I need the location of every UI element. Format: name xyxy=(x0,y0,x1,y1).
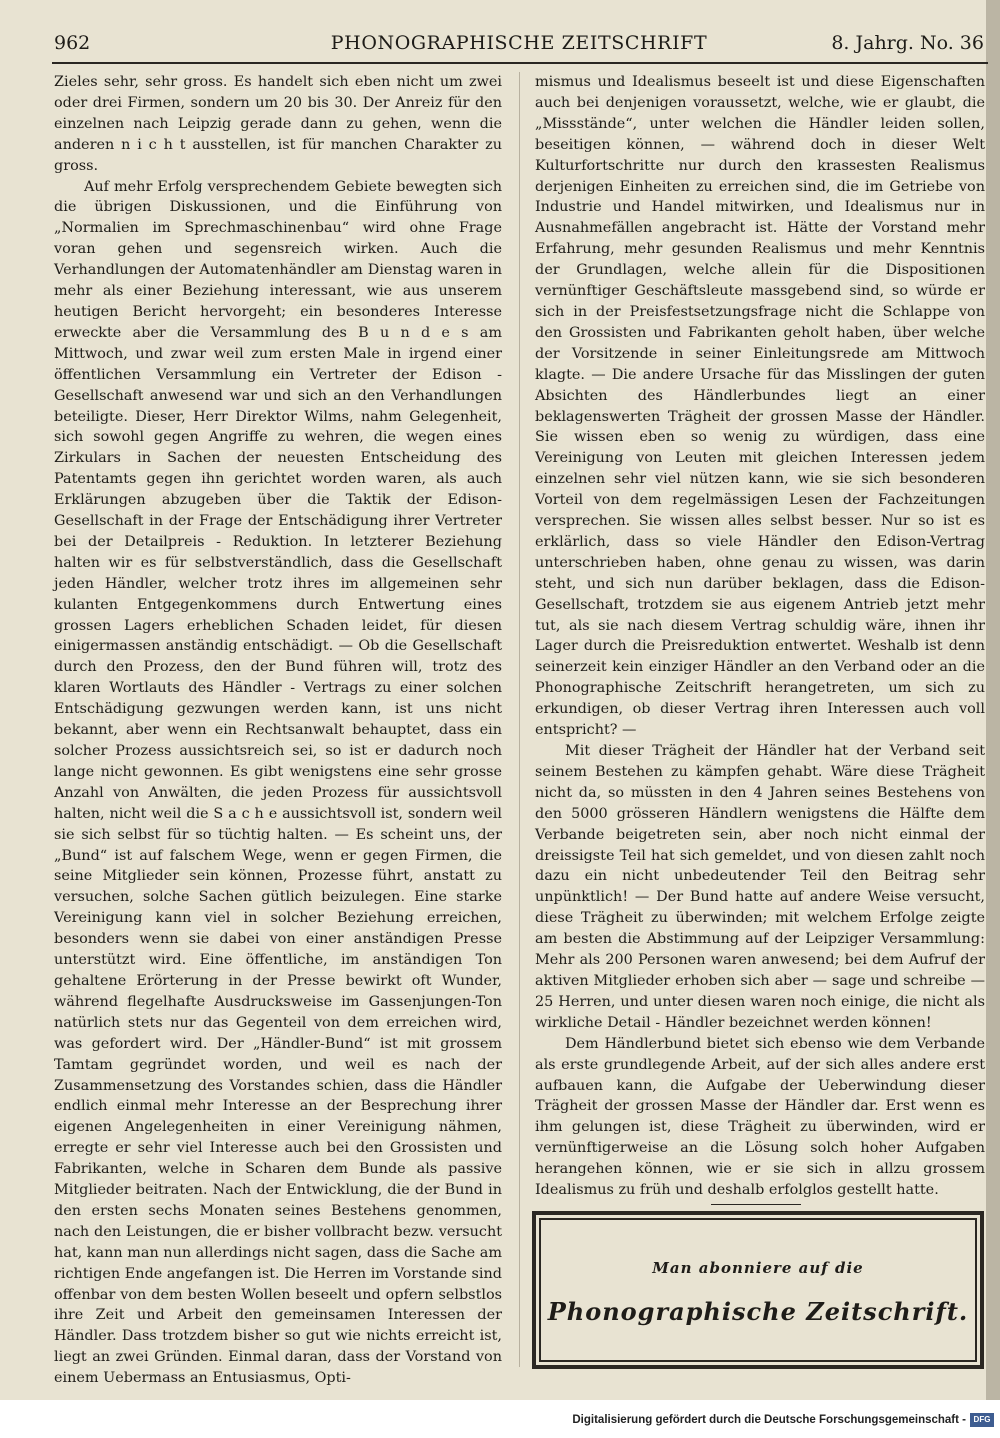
journal-title: PHONOGRAPHISCHE ZEITSCHRIFT xyxy=(330,32,708,54)
column-divider xyxy=(519,72,520,1367)
paragraph: mismus und Idealismus beseelt ist und diese Eigenschaften auch bei denjenigen voraussetzt, welche, wie er glaubt, die „Missstände“, unter welchen die Händler leiden sollen, beseitigen können, — während doch in dieser Welt Kulturfortschritte nur durch den krassesten Realismus derjenigen Einheiten zu erreichen sind, die im Getriebe von Industrie und Handel mitwirken, und Idealismus nur in Ausnahmefällen angebracht ist. Hätte der Vorstand mehr Erfahrung, mehr gesunden Realismus und mehr Kenntnis der Grundlagen, welche allein für die Dispositionen vernünftiger Geschäftsleute massgebend sind, so würde er sich in der Preisfestsetzungsfrage nicht die Schlappe von den Grossisten und Fabrikanten geholt haben, über welche der Vorsitzende in seiner Einleitungsrede am Mittwoch klagte. — Die andere Ursache für das Misslingen der guten Absichten des Händlerbundes liegt an einer beklagenswerten Trägheit der grossen Masse der Händler. Sie wissen eben so wenig zu würdigen, dass eine Vereinigung von Leuten mit gleichen Interessen jedem einzelnen sehr viel nützen kann, wie sie sich besonderen Vorteil von dem regelmässigen Lesen der Fachzeitungen versprechen. Sie wissen alles selbst besser. Nur so ist es erklärlich, dass so viele Händler den Edison-Vertrag unterschrieben haben, ohne genau zu wissen, was darin steht, und sich nun darüber beklagen, dass die Edison-Gesellschaft, trotzdem sie aus eigenem Antrieb jetzt mehr tut, als sie nach diesem Vertrag schuldig wäre, ihnen ihr Lager durch die Preisreduktion entwertet. Weshalb ist denn seinerzeit kein einziger Händler an den Verband oder an die Phonographische Zeitschrift herangetreten, um sich zu erkundigen, ob dieser Vertrag ihren Interessen auch voll entspricht? — xyxy=(535,74,985,739)
dfg-logo: DFG xyxy=(970,1413,994,1427)
paragraph: Auf mehr Erfolg versprechendem Gebiete bewegten sich die übrigen Diskussionen, und die Einführung von „Normalien im Sprechmaschinenbau“ wird ohne Frage voran gehen und segensreich wirken. Auch die Verhandlungen der Automatenhändler am Dienstag waren in mehr als einer Beziehung interessant, wie aus unserem heutigen Bericht hervorgeht; ein besonderes Interesse erweckte aber die Versammlung des B u n d e s am Mittwoch, und zwar weil zum ersten Male in irgend einer öffentlichen Versammlung ein Vertreter der Edison - Gesellschaft anwesend war und sich an den Verhandlungen beteiligte. Dieser, Herr Direktor Wilms, nahm Gelegenheit, sich sowohl gegen Angriffe zu wehren, die wegen eines Zirkulars in Sachen der neuesten Entscheidung des Patentamts gegen ihn gerichtet worden waren, als auch Erklärungen abzugeben über die Taktik der Edison-Gesellschaft in der Frage der Entschädigung ihrer Vertreter bei der Detailpreis - Reduktion. In letzterer Beziehung halten wir es für selbstverständlich, dass die Gesellschaft jeden Händler, welcher trotz ihres im allgemeinen sehr kulanten Entgegenkommens durch Entwertung eines grossen Lagers erheblichen Schaden leidet, für diesen einigermassen anständig entschädigt. — Ob die Gesellschaft durch den Prozess, den der Bund führen will, trotz des klaren Wortlauts des Händler - Vertrags zu einer solchen Entschädigung gezwungen werden kann, ist uns nicht bekannt, aber wenn ein Rechtsanwalt behauptet, dass ein solcher Prozess aussichtsreich sei, so ist er dadurch noch lange nicht gewonnen. Es gibt wenigstens eine sehr grosse Anzahl von Anwälten, die jeden Prozess für aussichtsvoll halten, nicht weil die S a c h e aussichtsvoll ist, sondern weil sie sich selbst für so tüchtig halten. — Es scheint uns, der „Bund“ ist auf falschem Wege, wenn er gegen Firmen, die seine Mitglieder sein können, Prozesse führt, anstatt zu versuchen, solche Sachen gütlich beizulegen. Eine starke Vereinigung kann viel in solcher Beziehung erreichen, besonders wenn sie dabei von einer anständigen Presse unterstützt wird. Eine öffentliche, im anständigen Ton gehaltene Erörterung in der Presse bewirkt oft Wunder, während flegelhafte Ausdrucksweise im Gassenjungen-Ton natürlich stets nur das Gegenteil von dem erreichen wird, was gefordert wird. Der „Händler-Bund“ ist mit grossem Tamtam gegründet worden, und weil es nach der Zusammensetzung des Vorstandes schien, dass die Händler endlich einmal mehr Interesse an der Besprechung ihrer eigenen Angelegenheiten in einer Vereinigung nähmen, erregte er sehr viel Interesse auch bei den Grossisten und Fabrikanten, welche in Scharen dem Bunde als passive Mitglieder beitraten. Nach der Entwicklung, die der Bund in den ersten sechs Monaten seines Bestehens genommen, nach den Leistungen, die er bisher vollbracht bezw. versucht hat, kann man nun allerdings nicht sagen, dass die Sache am richtigen Ende angefangen ist. Die Herren im Vorstande sind offenbar von dem besten Wollen beseelt und opfern selbstlos ihre Zeit und Arbeit den gemeinsamen Interessen der Händler. Dass trotzdem bisher so gut wie nichts erreicht ist, liegt an zwei Gründen. Einmal daran, dass der Vorstand von einem Uebermass an Entusiasmus, Opti- xyxy=(54,178,502,1387)
left-column xyxy=(54,72,502,1389)
digitization-credit: Digitalisierung gefördert durch die Deutsche Forschungsgemeinschaft - xyxy=(572,1414,966,1426)
right-column xyxy=(535,72,985,1201)
paragraph: Mit dieser Trägheit der Händler hat der Verband seit seinem Bestehen zu kämpfen gehabt. Wäre diese Trägheit nicht da, so müssten in den 4 Jahren seines Bestehens von den 5000 grösseren Händlern wenigstens die Hälfte dem Verbande beigetreten sein, aber noch nicht einmal der dreissigste Teil hat sich gemeldet, und von diesen zahlt noch dazu ein nicht unbedeutender Teil den Beitrag sehr unpünktlich! — Der Bund hatte auf andere Weise versucht, diese Trägheit zu überwinden; mit welchem Erfolge zeigte am besten die Abstimmung auf der Leipziger Versammlung: Mehr als 200 Personen waren anwesend; bei dem Aufruf der aktiven Mitglieder erhoben sich aber — sage und schreibe — 25 Herren, und unter diesen waren noch einige, die nicht als wirkliche Detail - Händler bezeichnet werden können! xyxy=(535,743,985,1031)
page-header xyxy=(54,32,984,64)
page-edge xyxy=(986,0,1000,1400)
section-separator xyxy=(711,1204,801,1205)
issue-info: 8. Jahrg. No. 36 xyxy=(831,32,984,54)
paragraph: Zieles sehr, sehr gross. Es handelt sich eben nicht um zwei oder drei Firmen, sondern um 20 bis 30. Der Anreiz für den einzelnen nach Leipzig gerade dann zu gehen, wenn die anderen n i c h t ausstellen, ist für manchen Charakter zu gross. xyxy=(54,74,502,174)
header-rule xyxy=(52,62,988,64)
paragraph: Dem Händlerbund bietet sich ebenso wie dem Verbande als erste grundlegende Arbeit, auf der sich alles andere erst aufbauen kann, die Aufgabe der Ueberwindung dieser Trägheit der grossen Masse der Händler dar. Erst wenn es ihm gelungen ist, diese Trägheit zu überwinden, wird er vernünftigerweise an die Lösung solch hoher Aufgaben herangehen können, wie er sie sich in allzu grossem Idealismus zu früh und deshalb erfolglos gestellt hatte. xyxy=(535,1035,985,1199)
subscription-advertisement xyxy=(532,1211,984,1369)
ad-line-2: Phonographische Zeitschrift. xyxy=(547,1297,969,1326)
ad-line-1: Man abonniere auf die xyxy=(652,1259,864,1277)
page-number: 962 xyxy=(54,32,91,54)
